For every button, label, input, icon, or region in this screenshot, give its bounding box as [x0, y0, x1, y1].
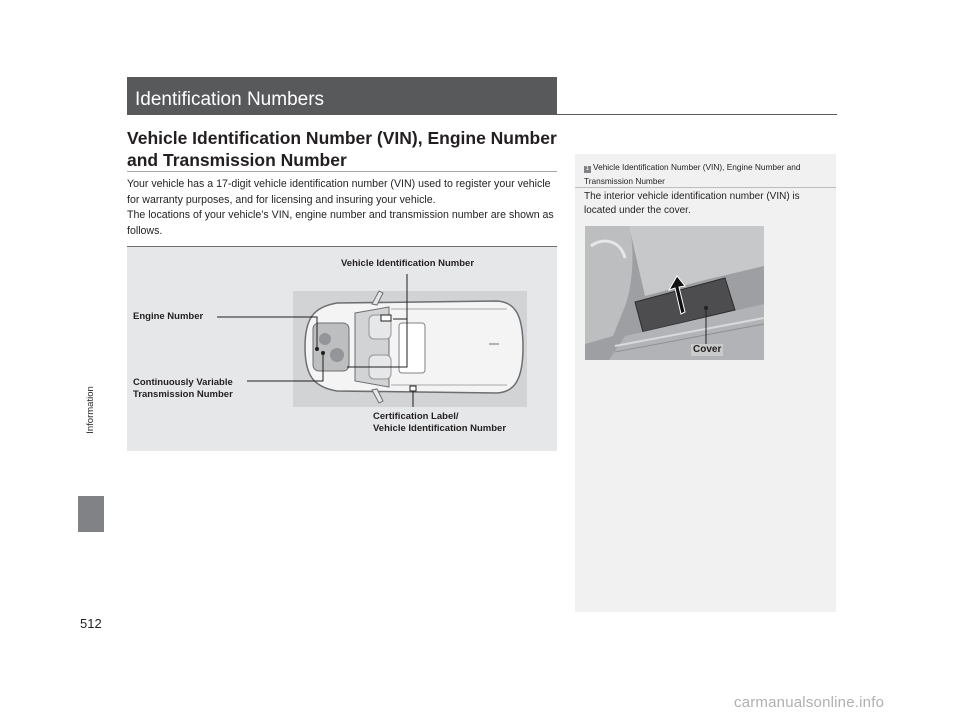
cover-label: Cover [693, 344, 722, 355]
label-certification: Certification Label/ Vehicle Identification Number [373, 411, 507, 434]
engine-bay [313, 323, 349, 371]
side-note-panel [575, 154, 836, 612]
label-engine-number: Engine Number [133, 311, 204, 322]
section-title: Identification Numbers [135, 89, 325, 110]
cover-marker [704, 306, 708, 310]
engine-marker [315, 347, 319, 351]
vin-cover-photo [585, 226, 764, 360]
heading-rule [127, 171, 557, 172]
engine-part [330, 348, 344, 362]
section-rule [557, 114, 837, 115]
note-heading-text: Vehicle Identification Number (VIN), Engine Number and Transmission Number [584, 162, 801, 186]
heading-line-2: and Transmission Number [127, 150, 347, 170]
note-heading [584, 160, 829, 188]
vin-plate-marker [381, 315, 391, 321]
heading-line-1: Vehicle Identification Number (VIN), Engine Number [127, 128, 557, 148]
note-reference-mark: 1 [585, 166, 590, 172]
note-rule [575, 187, 836, 188]
page-number: 512 [80, 616, 102, 631]
note-text: The interior vehicle identification number (VIN) is located under the cover. [584, 191, 800, 216]
certification-marker [410, 386, 416, 391]
body-paragraph-2: The locations of your vehicle’s VIN, engine number and transmission number are shown as follows. [127, 209, 554, 237]
side-chapter-label: Information [85, 386, 96, 434]
watermark: carmanualsonline.info [734, 694, 885, 711]
page-heading [127, 127, 567, 171]
body-paragraph-1: Your vehicle has a 17-digit vehicle identification number (VIN) used to register your vehicle for warranty purposes, and for licensing and insuring your vehicle. [127, 178, 551, 206]
sunroof [399, 323, 425, 373]
vehicle-diagram [127, 246, 557, 451]
label-transmission-number: Continuously Variable Transmission Number [133, 377, 233, 400]
label-vin-top: Vehicle Identification Number [341, 258, 475, 269]
section-title-bar [127, 77, 557, 115]
engine-part [319, 333, 331, 345]
chapter-tab [78, 496, 104, 532]
body-text [127, 177, 557, 239]
transmission-marker [321, 351, 325, 355]
vin-cover-illustration [585, 226, 764, 360]
